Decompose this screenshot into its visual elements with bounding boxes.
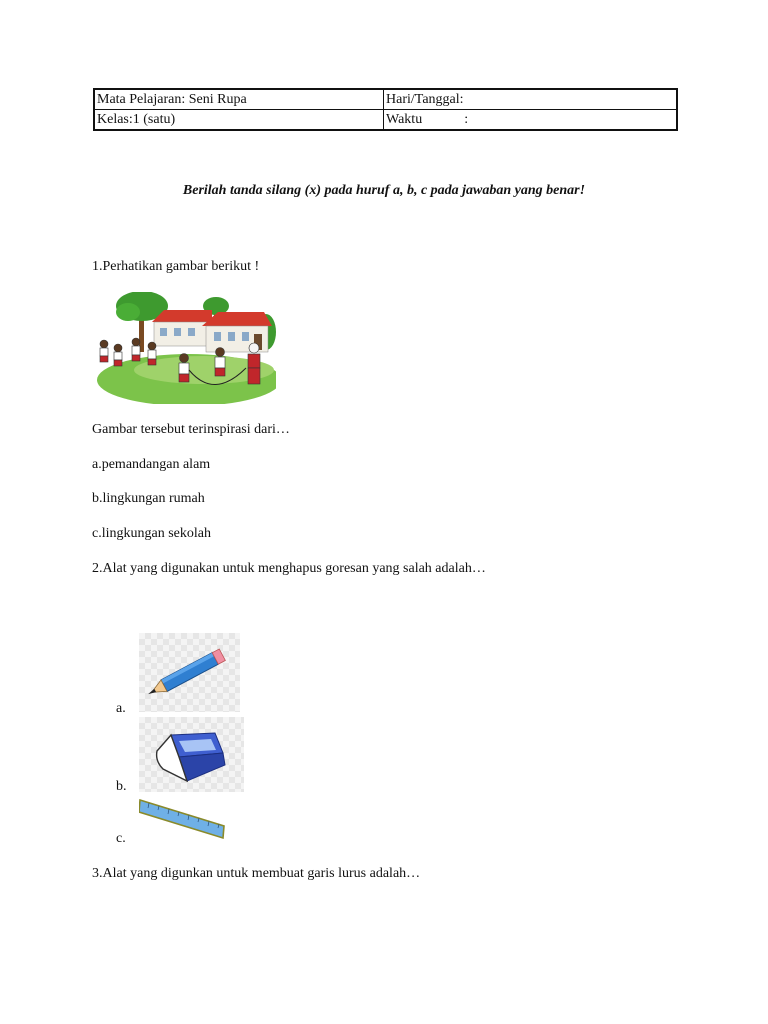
instruction-text: Berilah tanda silang (x) pada huruf a, b, c pada jawaban yang benar! [182, 183, 586, 198]
question-2-option-b[interactable]: b. [116, 779, 127, 794]
question-2-option-a[interactable]: a. [116, 701, 126, 716]
eraser-icon [139, 717, 244, 792]
question-1-option-b[interactable]: b.lingkungan rumah [92, 491, 205, 506]
grade-cell: Kelas:1 (satu) [94, 110, 384, 131]
ruler-icon [139, 798, 225, 842]
question-1-option-c[interactable]: c.lingkungan sekolah [92, 526, 211, 541]
pencil-icon [139, 633, 240, 712]
question-2-option-c[interactable]: c. [116, 831, 126, 846]
school-yard-illustration [94, 292, 276, 404]
question-1-text: Gambar tersebut terinspirasi dari… [92, 422, 290, 437]
question-1-option-a[interactable]: a.pemandangan alam [92, 457, 211, 472]
header-row [94, 89, 677, 110]
time-cell: Waktu : [384, 110, 678, 131]
question-3-prompt: 3.Alat yang digunkan untuk membuat garis lurus adalah… [92, 866, 421, 881]
question-1-prompt: 1.Perhatikan gambar berikut ! [92, 259, 260, 274]
day-date-cell: Hari/Tanggal: [384, 89, 678, 110]
header-row [94, 110, 677, 131]
header-table [93, 88, 678, 131]
subject-cell: Mata Pelajaran: Seni Rupa [94, 89, 384, 110]
question-2-prompt: 2.Alat yang digunakan untuk menghapus goresan yang salah adalah… [92, 561, 486, 576]
